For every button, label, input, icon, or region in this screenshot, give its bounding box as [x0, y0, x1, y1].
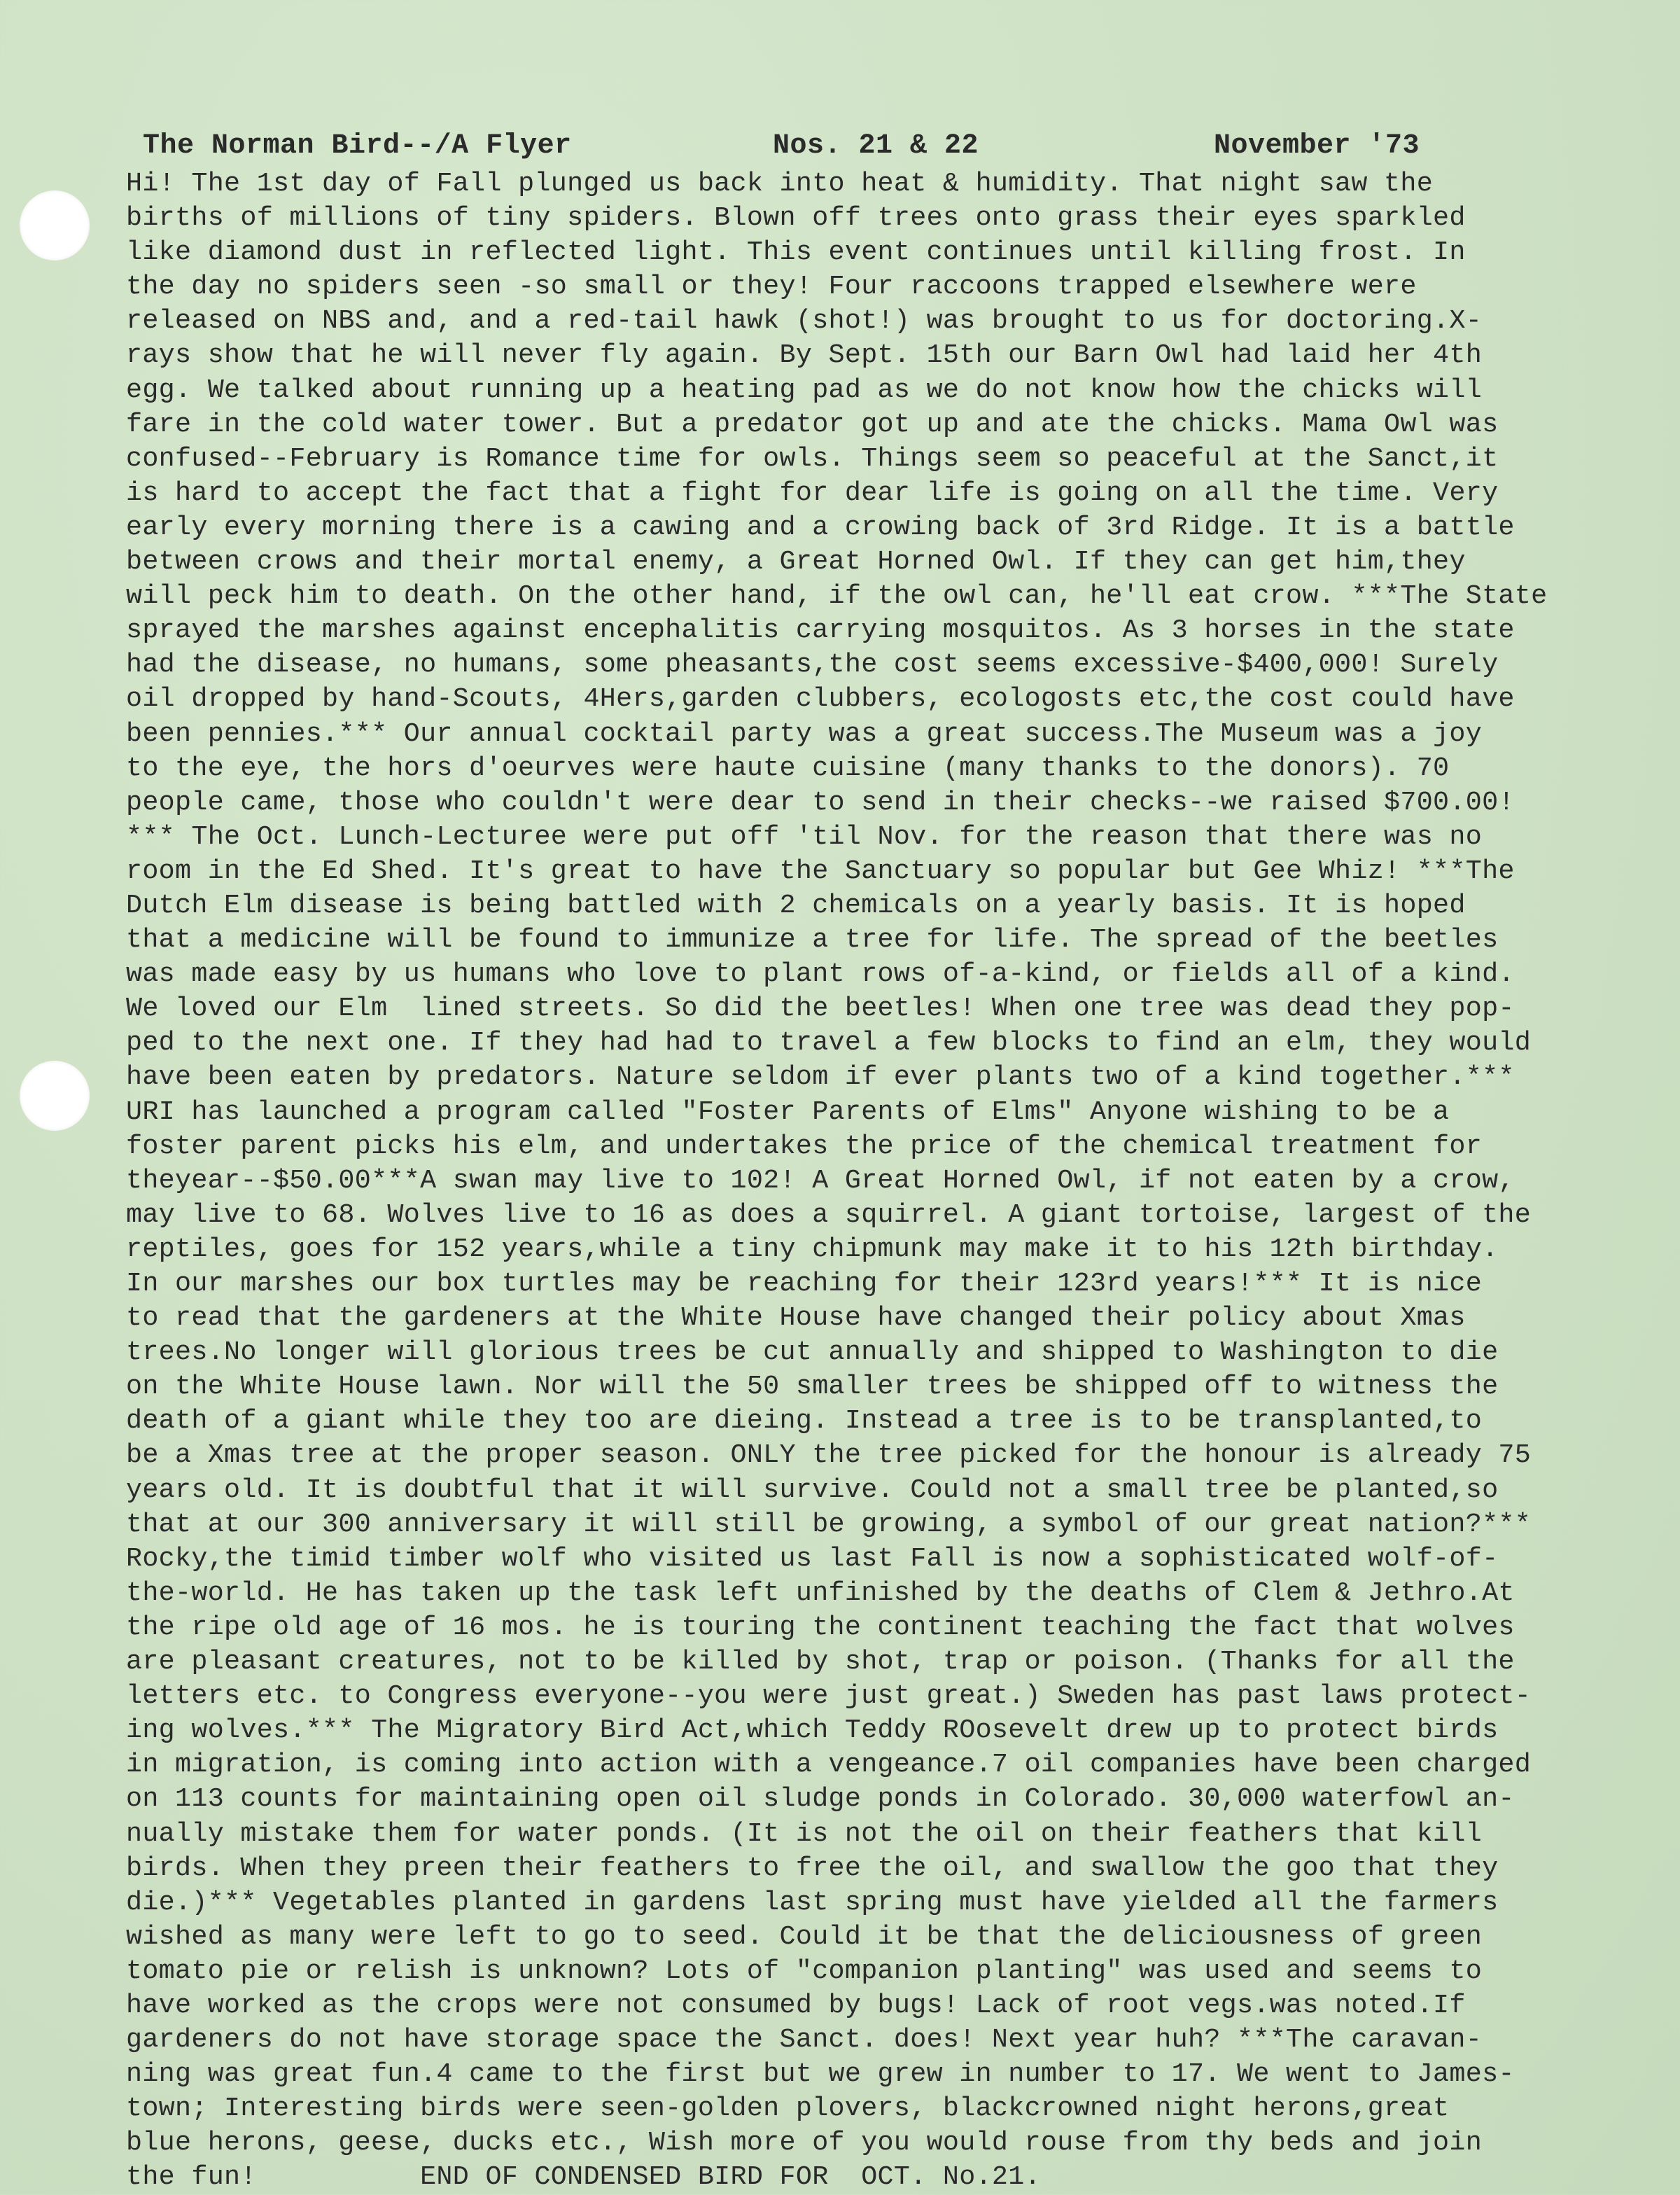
- body-line: early every morning there is a cawing and a crowing back of 3rd Ridge. It is a battle: [126, 511, 1515, 543]
- body-line: are pleasant creatures, not to be killed by shot, trap or poison. (Thanks for all the: [126, 1646, 1515, 1678]
- body-line: room in the Ed Shed. It's great to have the Sanctuary so popular but Gee Whiz! ***The: [126, 855, 1515, 886]
- body-line: years old. It is doubtful that it will survive. Could not a small tree be planted,so: [126, 1474, 1499, 1505]
- body-line: letters etc. to Congress everyone--you were just great.) Sweden has past laws protect-: [126, 1680, 1532, 1712]
- body-line: oil dropped by hand-Scouts, 4Hers,garden clubbers, ecologosts etc,the cost could have: [126, 683, 1515, 715]
- body-line: was made easy by us humans who love to plant rows of-a-kind, or fields all of a kind.: [126, 959, 1515, 990]
- body-line: gardeners do not have storage space the Sanct. does! Next year huh? ***The caravan-: [126, 2024, 1483, 2056]
- body-line: have been eaten by predators. Nature seldom if ever plants two of a kind together.***: [126, 1061, 1515, 1093]
- body-line: town; Interesting birds were seen-golden plovers, blackcrowned night herons,great: [126, 2093, 1450, 2124]
- issue-date: November '73: [1214, 130, 1420, 162]
- body-line: sprayed the marshes against encephalitis carrying mosquitos. As 3 horses in the state: [126, 615, 1515, 646]
- body-line: URI has launched a program called "Foster Parents of Elms" Anyone wishing to be a: [126, 1096, 1450, 1127]
- body-line: that at our 300 anniversary it will still be growing, a symbol of our great nation?***: [126, 1508, 1532, 1540]
- body-line: been pennies.*** Our annual cocktail party was a great success.The Museum was a joy: [126, 718, 1483, 749]
- body-line: foster parent picks his elm, and undertakes the price of the chemical treatment for: [126, 1130, 1483, 1162]
- body-line: wished as many were left to go to seed. Could it be that the deliciousness of green: [126, 1921, 1483, 1952]
- body-line: may live to 68. Wolves live to 16 as does a squirrel. A giant tortoise, largest of the: [126, 1199, 1532, 1230]
- body-line: *** The Oct. Lunch-Lecturee were put off 'til Nov. for the reason that there was no: [126, 821, 1483, 852]
- body-line: tomato pie or relish is unknown? Lots of "companion planting" was used and seems to: [126, 1955, 1483, 1986]
- body-line: released on NBS and, and a red-tail hawk (shot!) was brought to us for doctoring.X-: [126, 305, 1483, 337]
- body-line: trees.No longer will glorious trees be cut annually and shipped to Washington to die: [126, 1337, 1499, 1368]
- body-line: will peck him to death. On the other hand, if the owl can, he'll eat crow. ***The State: [126, 580, 1548, 612]
- body-line: We loved our Elm lined streets. So did the beetles! When one tree was dead they pop-: [126, 993, 1515, 1024]
- body-line: die.)*** Vegetables planted in gardens last spring must have yielded all the farmers: [126, 1886, 1499, 1918]
- body-line: that a medicine will be found to immunize a tree for life. The spread of the beetles: [126, 924, 1499, 956]
- body-line: ing wolves.*** The Migratory Bird Act,which Teddy ROosevelt drew up to protect birds: [126, 1715, 1499, 1746]
- body-line: Dutch Elm disease is being battled with 2 chemicals on a yearly basis. It is hoped: [126, 889, 1466, 921]
- body-line: between crows and their mortal enemy, a Great Horned Owl. If they can get him,they: [126, 546, 1466, 578]
- body-line: have worked as the crops were not consumed by bugs! Lack of root vegs.was noted.If: [126, 1989, 1466, 2021]
- body-line: Rocky,the timid timber wolf who visited us last Fall is now a sophisticated wolf-of-: [126, 1542, 1499, 1574]
- body-line: nually mistake them for water ponds. (It is not the oil on their feathers that kill: [126, 1818, 1483, 1849]
- body-line: be a Xmas tree at the proper season. ONLY the tree picked for the honour is already 75: [126, 1440, 1532, 1471]
- body-line: is hard to accept the fact that a fight for dear life is going on all the time. Very: [126, 477, 1499, 508]
- body-line: the ripe old age of 16 mos. he is touring the continent teaching the fact that wolves: [126, 1611, 1515, 1643]
- body-line: like diamond dust in reflected light. This event continues until killing frost. In: [126, 237, 1466, 268]
- issue-number: Nos. 21 & 22: [773, 130, 979, 162]
- body-line: egg. We talked about running up a heating pad as we do not know how the chicks will: [126, 374, 1483, 405]
- body-line: births of millions of tiny spiders. Blown off trees onto grass their eyes sparkled: [126, 202, 1466, 234]
- body-line: Hi! The 1st day of Fall plunged us back into heat & humidity. That night saw the: [126, 168, 1434, 199]
- body-line: confused--February is Romance time for owls. Things seem so peaceful at the Sanct,it: [126, 443, 1499, 474]
- body-line: fare in the cold water tower. But a predator got up and ate the chicks. Mama Owl was: [126, 408, 1499, 440]
- newsletter-header: [143, 130, 1613, 169]
- body-line: blue herons, geese, ducks etc., Wish more of you would rouse from thy beds and join: [126, 2127, 1483, 2159]
- body-line: to read that the gardeners at the White House have changed their policy about Xmas: [126, 1302, 1466, 1334]
- body-line: the-world. He has taken up the task left unfinished by the deaths of Clem & Jethro.At: [126, 1577, 1515, 1608]
- body-line: to the eye, the hors d'oeurves were haute cuisine (many thanks to the donors). 70: [126, 752, 1450, 783]
- newsletter-body: [126, 167, 1624, 2195]
- body-line: death of a giant while they too are dieing. Instead a tree is to be transplanted,to: [126, 1405, 1483, 1437]
- body-line: had the disease, no humans, some pheasants,the cost seems excessive-$400,000! Surely: [126, 649, 1499, 681]
- body-line: In our marshes our box turtles may be reaching for their 123rd years!*** It is nice: [126, 1268, 1483, 1299]
- body-line: ped to the next one. If they had had to travel a few blocks to find an elm, they would: [126, 1027, 1532, 1059]
- body-line: on 113 counts for maintaining open oil sludge ponds in Colorado. 30,000 waterfowl an-: [126, 1783, 1515, 1815]
- punch-hole-top: [20, 190, 90, 260]
- punch-hole-bottom: [20, 1061, 90, 1131]
- body-line: in migration, is coming into action with a vengeance.7 oil companies have been charged: [126, 1749, 1532, 1781]
- body-line: on the White House lawn. Nor will the 50 smaller trees be shipped off to witness the: [126, 1371, 1499, 1402]
- body-line: ning was great fun.4 came to the first but we grew in number to 17. We went to James-: [126, 2058, 1515, 2090]
- body-line: the day no spiders seen -so small or they! Four raccoons trapped elsewhere were: [126, 271, 1417, 302]
- body-line: theyear--$50.00***A swan may live to 102! A Great Horned Owl, if not eaten by a crow,: [126, 1164, 1515, 1196]
- body-line: the fun! END OF CONDENSED BIRD FOR OCT. No.21.: [126, 2161, 1041, 2193]
- body-line: birds. When they preen their feathers to free the oil, and swallow the goo that they: [126, 1852, 1499, 1883]
- body-line: rays show that he will never fly again. By Sept. 15th our Barn Owl had laid her 4th: [126, 340, 1483, 371]
- body-line: reptiles, goes for 152 years,while a tiny chipmunk may make it to his 12th birthday.: [126, 1233, 1499, 1264]
- newsletter-title: The Norman Bird--/A Flyer: [143, 130, 572, 162]
- body-line: people came, those who couldn't were dear to send in their checks--we raised $700.00!: [126, 786, 1515, 818]
